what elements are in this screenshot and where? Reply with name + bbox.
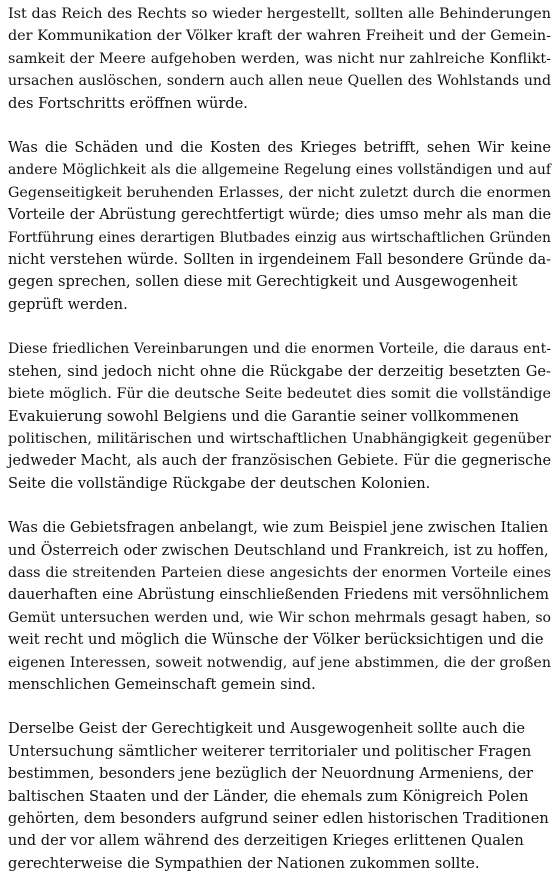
text-line: Seite die vollständige Rückgabe der deutschen Kolonien. <box>8 474 431 492</box>
text-line: und Österreich oder zwischen Deutschland und Frankreich, ist zu hoffen, <box>8 542 549 559</box>
text-line: Untersuchung sämtlicher weiterer territorialer und politischer Fragen <box>8 742 532 760</box>
text-line: gerechterweise die Sympathien der Nationen zukommen sollte. <box>8 854 480 872</box>
paragraph-3 <box>8 338 551 495</box>
paragraph-1 <box>8 3 551 115</box>
text-line: geprüft werden. <box>8 295 128 313</box>
text-line: und der vor allem während des derzeitigen Krieges erlittenen Qualen <box>8 832 524 850</box>
paragraph-4 <box>8 517 551 696</box>
text-line: Gemüt untersuchen werden und, wie Wir schon mehrmals gesagt haben, so <box>8 609 551 626</box>
text-line: samkeit der Meere aufgehoben werden, was nicht nur zahlreiche Konflikt- <box>8 50 551 67</box>
text-line: Diese friedlichen Vereinbarungen und die enormen Vorteile, die daraus ent- <box>8 341 551 358</box>
text-line: Evakuierung sowohl Belgiens und die Garantie seiner vollkommenen <box>8 407 519 425</box>
text-line: ursachen auslöschen, sondern auch allen neue Quellen des Wohlstands und <box>8 73 551 90</box>
text-line: Gegenseitigkeit beruhenden Erlasses, der nicht zuletzt durch die enormen <box>8 184 551 201</box>
text-line: jedweder Macht, als auch der französischen Gebiete. Für die gegnerische <box>8 453 551 470</box>
text-line: andere Möglichkeit als die allgemeine Regelung eines vollständigen und auf <box>8 162 551 179</box>
text-line: biete möglich. Für die deutsche Seite bedeutet dies somit die vollständige <box>8 386 551 403</box>
text-line: politischen, militärischen und wirtschaftlichen Unabhängigkeit gegenüber <box>8 430 551 447</box>
text-line: Fortführung eines derartigen Blutbades einzig aus wirtschaftlichen Gründen <box>8 229 551 246</box>
text-line: menschlichen Gemeinschaft gemein sind. <box>8 675 316 693</box>
paragraph-5 <box>8 718 551 875</box>
paragraph-2 <box>8 137 551 316</box>
text-line: der Kommunikation der Völker kraft der wahren Freiheit und der Gemein- <box>8 28 551 45</box>
text-line: dass die streitenden Parteien diese angesichts der enormen Vorteile eines <box>8 564 551 581</box>
text-line: bestimmen, besonders jene bezüglich der Neuordnung Armeniens, der <box>8 765 534 783</box>
text-line: nicht verstehen würde. Sollten in irgendeinem Fall besondere Gründe da- <box>8 252 551 269</box>
text-line: baltischen Staaten und der Länder, die ehemals zum Königreich Polen <box>8 787 529 805</box>
text-line: Derselbe Geist der Gerechtigkeit und Ausgewogenheit sollte auch die <box>8 720 526 738</box>
text-line: eigenen Interessen, soweit notwendig, auf jene abstimmen, die der großen <box>8 654 551 671</box>
text-line: stehen, sind jedoch nicht ohne die Rückgabe der derzeitig besetzten Ge- <box>8 362 551 380</box>
text-line: gegen sprechen, sollen diese mit Gerechtigkeit und Ausgewogenheit <box>8 273 518 291</box>
text-line: des Fortschritts eröffnen würde. <box>8 94 248 112</box>
text-line: gehörten, dem besonders aufgrund seiner edlen historischen Traditionen <box>8 811 549 827</box>
text-line: dauerhaften eine Abrüstung einschließenden Friedens mit versöhnlichem <box>8 587 549 604</box>
text-line: Vorteile der Abrüstung gerechtfertigt würde; dies umso mehr als man die <box>8 207 551 224</box>
text-line: Ist das Reich des Rechts so wieder hergestellt, sollten alle Behinderungen <box>8 6 551 22</box>
text-line: Was die Schäden und die Kosten des Krieges betrifft, sehen Wir keine <box>8 139 551 157</box>
text-line: weit recht und möglich die Wünsche der Völker berücksichtigen und die <box>8 631 544 649</box>
text-line: Was die Gebietsfragen anbelangt, wie zum Beispiel jene zwischen Italien <box>8 519 549 537</box>
